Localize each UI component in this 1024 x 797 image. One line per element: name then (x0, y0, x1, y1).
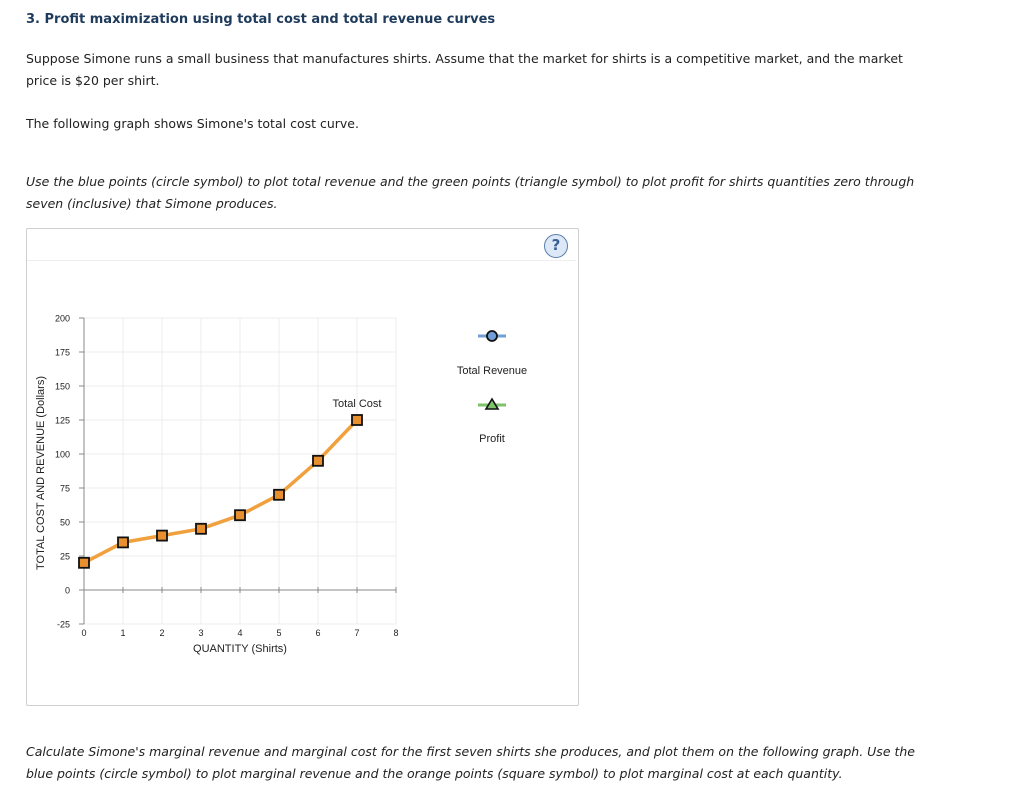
x-tick-label: 5 (276, 628, 282, 638)
total-cost-point[interactable] (118, 537, 128, 547)
x-tick-label: 1 (120, 628, 126, 638)
x-tick-label: 0 (81, 628, 87, 638)
x-tick-label: 8 (393, 628, 399, 638)
y-tick-label: 75 (59, 483, 70, 494)
y-tick-label: -25 (56, 619, 70, 630)
graph-intro-paragraph: The following graph shows Simone's total cost curve. (26, 116, 359, 131)
total-cost-point[interactable] (157, 531, 167, 541)
y-axis-label: TOTAL COST AND REVENUE (Dollars) (35, 376, 47, 570)
y-tick-label: 200 (54, 313, 70, 324)
total-revenue-tool[interactable] (478, 331, 506, 341)
marginal-instruction-paragraph: Calculate Simone's marginal revenue and marginal cost for the first seven shirts she produces, and plot them on the following graph. Use the blue points (circle symbol) to plot marginal revenue and the orange points (square symbol) to plot marginal cost at each quantity. (26, 744, 915, 781)
intro-paragraph: Suppose Simone runs a small business that manufactures shirts. Assume that the market for shirts is a competitive market, and the market price is $20 per shirt. (26, 51, 903, 88)
profit-tool[interactable] (478, 399, 506, 409)
x-tick-label: 2 (159, 628, 165, 638)
total-cost-point[interactable] (274, 490, 284, 500)
y-tick-label: 150 (54, 381, 70, 392)
x-tick-label: 7 (354, 628, 360, 638)
series-layer (79, 398, 381, 568)
y-tick-label: 25 (59, 551, 70, 562)
x-tick-label: 4 (237, 628, 243, 638)
x-axis-label: QUANTITY (Shirts) (193, 643, 287, 655)
blue-circle-marker-icon (487, 331, 497, 341)
chart-ticks (55, 314, 399, 639)
total-cost-series-label: Total Cost (332, 398, 382, 410)
total-revenue-legend-label: Total Revenue (456, 365, 528, 377)
y-tick-label: 125 (54, 415, 70, 426)
profit-legend-label: Profit (479, 433, 505, 445)
page-heading: 3. Profit maximization using total cost and total revenue curves (26, 12, 496, 27)
total-cost-point[interactable] (235, 510, 245, 520)
total-cost-point[interactable] (352, 415, 362, 425)
y-tick-label: 0 (64, 585, 70, 596)
total-cost-point[interactable] (196, 524, 206, 534)
chart-grid (84, 318, 396, 624)
y-tick-label: 100 (54, 449, 70, 460)
y-tick-label: 50 (59, 517, 70, 528)
instruction-paragraph: Use the blue points (circle symbol) to plot total revenue and the green points (triangle symbol) to plot profit for shirts quantities zero through seven (inclusive) that Simone produces. (26, 174, 915, 211)
total-cost-point[interactable] (313, 456, 323, 466)
x-tick-label: 3 (198, 628, 204, 638)
total-cost-point[interactable] (79, 558, 89, 568)
help-icon[interactable]: ? (544, 234, 568, 258)
x-tick-label: 6 (315, 628, 321, 638)
y-tick-label: 175 (54, 347, 70, 358)
